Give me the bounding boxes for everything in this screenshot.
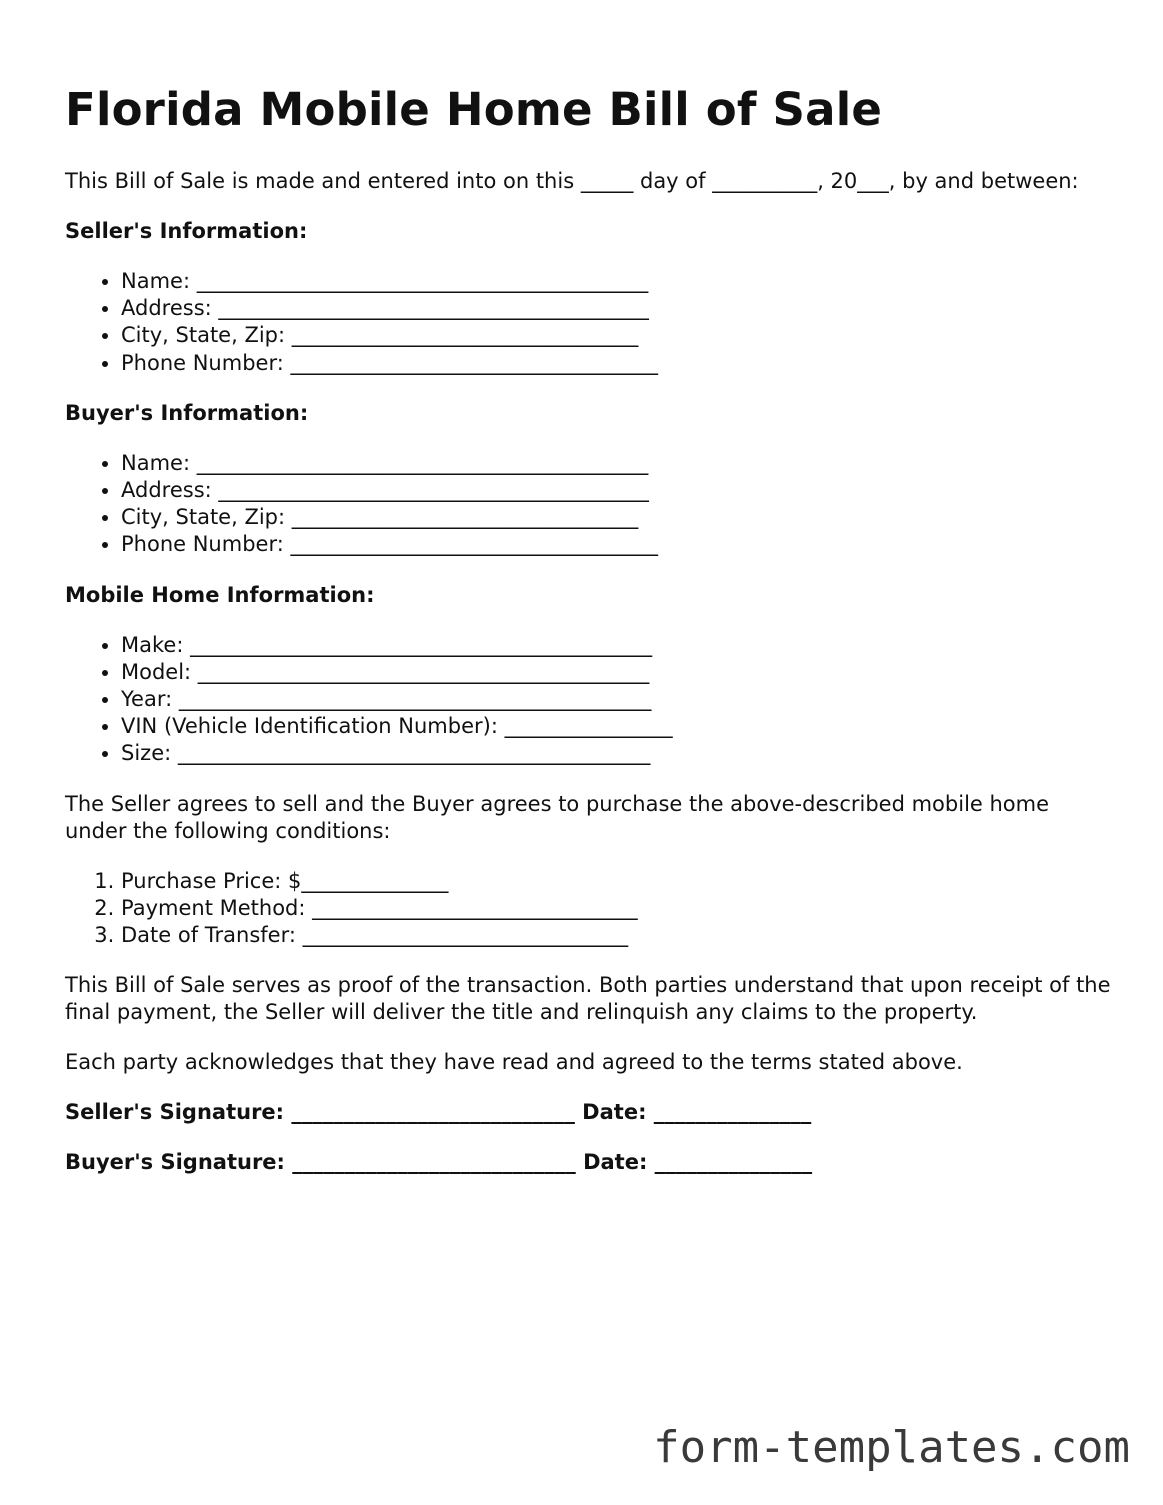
buyer-phone-field: • Phone Number: ___________________________________: [121, 531, 1115, 558]
payment-method-field: 2. Payment Method: _______________________________: [121, 895, 1115, 922]
conditions-list: [65, 868, 1115, 950]
watermark-text: form-templates.com: [653, 1422, 1130, 1473]
buyer-section-heading: Buyer's Information:: [65, 400, 309, 425]
proof-paragraph: This Bill of Sale serves as proof of the transaction. Both parties understand that upon receipt of the final payment, the Seller will deliver the title and relinquish any claims to the property.: [65, 973, 1111, 1025]
buyer-info-list: [65, 450, 1115, 559]
date-of-transfer-field: 3. Date of Transfer: _______________________________: [121, 922, 1115, 949]
seller-name-field: • Name: ___________________________________________: [121, 268, 1115, 295]
acknowledgement-paragraph: Each party acknowledges that they have read and agreed to the terms stated above.: [65, 1050, 963, 1075]
mobile-home-section-heading: Mobile Home Information:: [65, 582, 375, 607]
seller-city-state-zip-field: • City, State, Zip: _________________________________: [121, 322, 1115, 349]
mobile-home-model-field: • Model: ___________________________________________: [121, 659, 1115, 686]
mobile-home-year-field: • Year: _____________________________________________: [121, 686, 1115, 713]
mobile-home-size-field: • Size: _____________________________________________: [121, 740, 1115, 767]
document-title: Florida Mobile Home Bill of Sale: [65, 83, 883, 136]
seller-address-field: • Address: _________________________________________: [121, 295, 1115, 322]
seller-info-list: [65, 268, 1115, 377]
mobile-home-vin-field: • VIN (Vehicle Identification Number): ________________: [121, 713, 1115, 740]
seller-signature-line: Seller's Signature: ___________________________ Date: _______________: [65, 1100, 812, 1125]
buyer-address-field: • Address: _________________________________________: [121, 477, 1115, 504]
buyer-city-state-zip-field: • City, State, Zip: _________________________________: [121, 504, 1115, 531]
buyer-signature-line: Buyer's Signature: ___________________________ Date: _______________: [65, 1150, 813, 1175]
purchase-price-field: 1. Purchase Price: $______________: [121, 868, 1115, 895]
seller-phone-field: • Phone Number: ___________________________________: [121, 350, 1115, 377]
agreement-paragraph: The Seller agrees to sell and the Buyer agrees to purchase the above-described mobile home under the following conditions:: [65, 791, 1050, 843]
mobile-home-info-list: [65, 632, 1115, 768]
intro-paragraph: This Bill of Sale is made and entered into on this _____ day of __________, 20___, by and between:: [65, 169, 1079, 193]
seller-section-heading: Seller's Information:: [65, 219, 308, 243]
document-page: [65, 82, 1115, 1199]
buyer-name-field: • Name: ___________________________________________: [121, 450, 1115, 477]
mobile-home-make-field: • Make: ____________________________________________: [121, 632, 1115, 659]
